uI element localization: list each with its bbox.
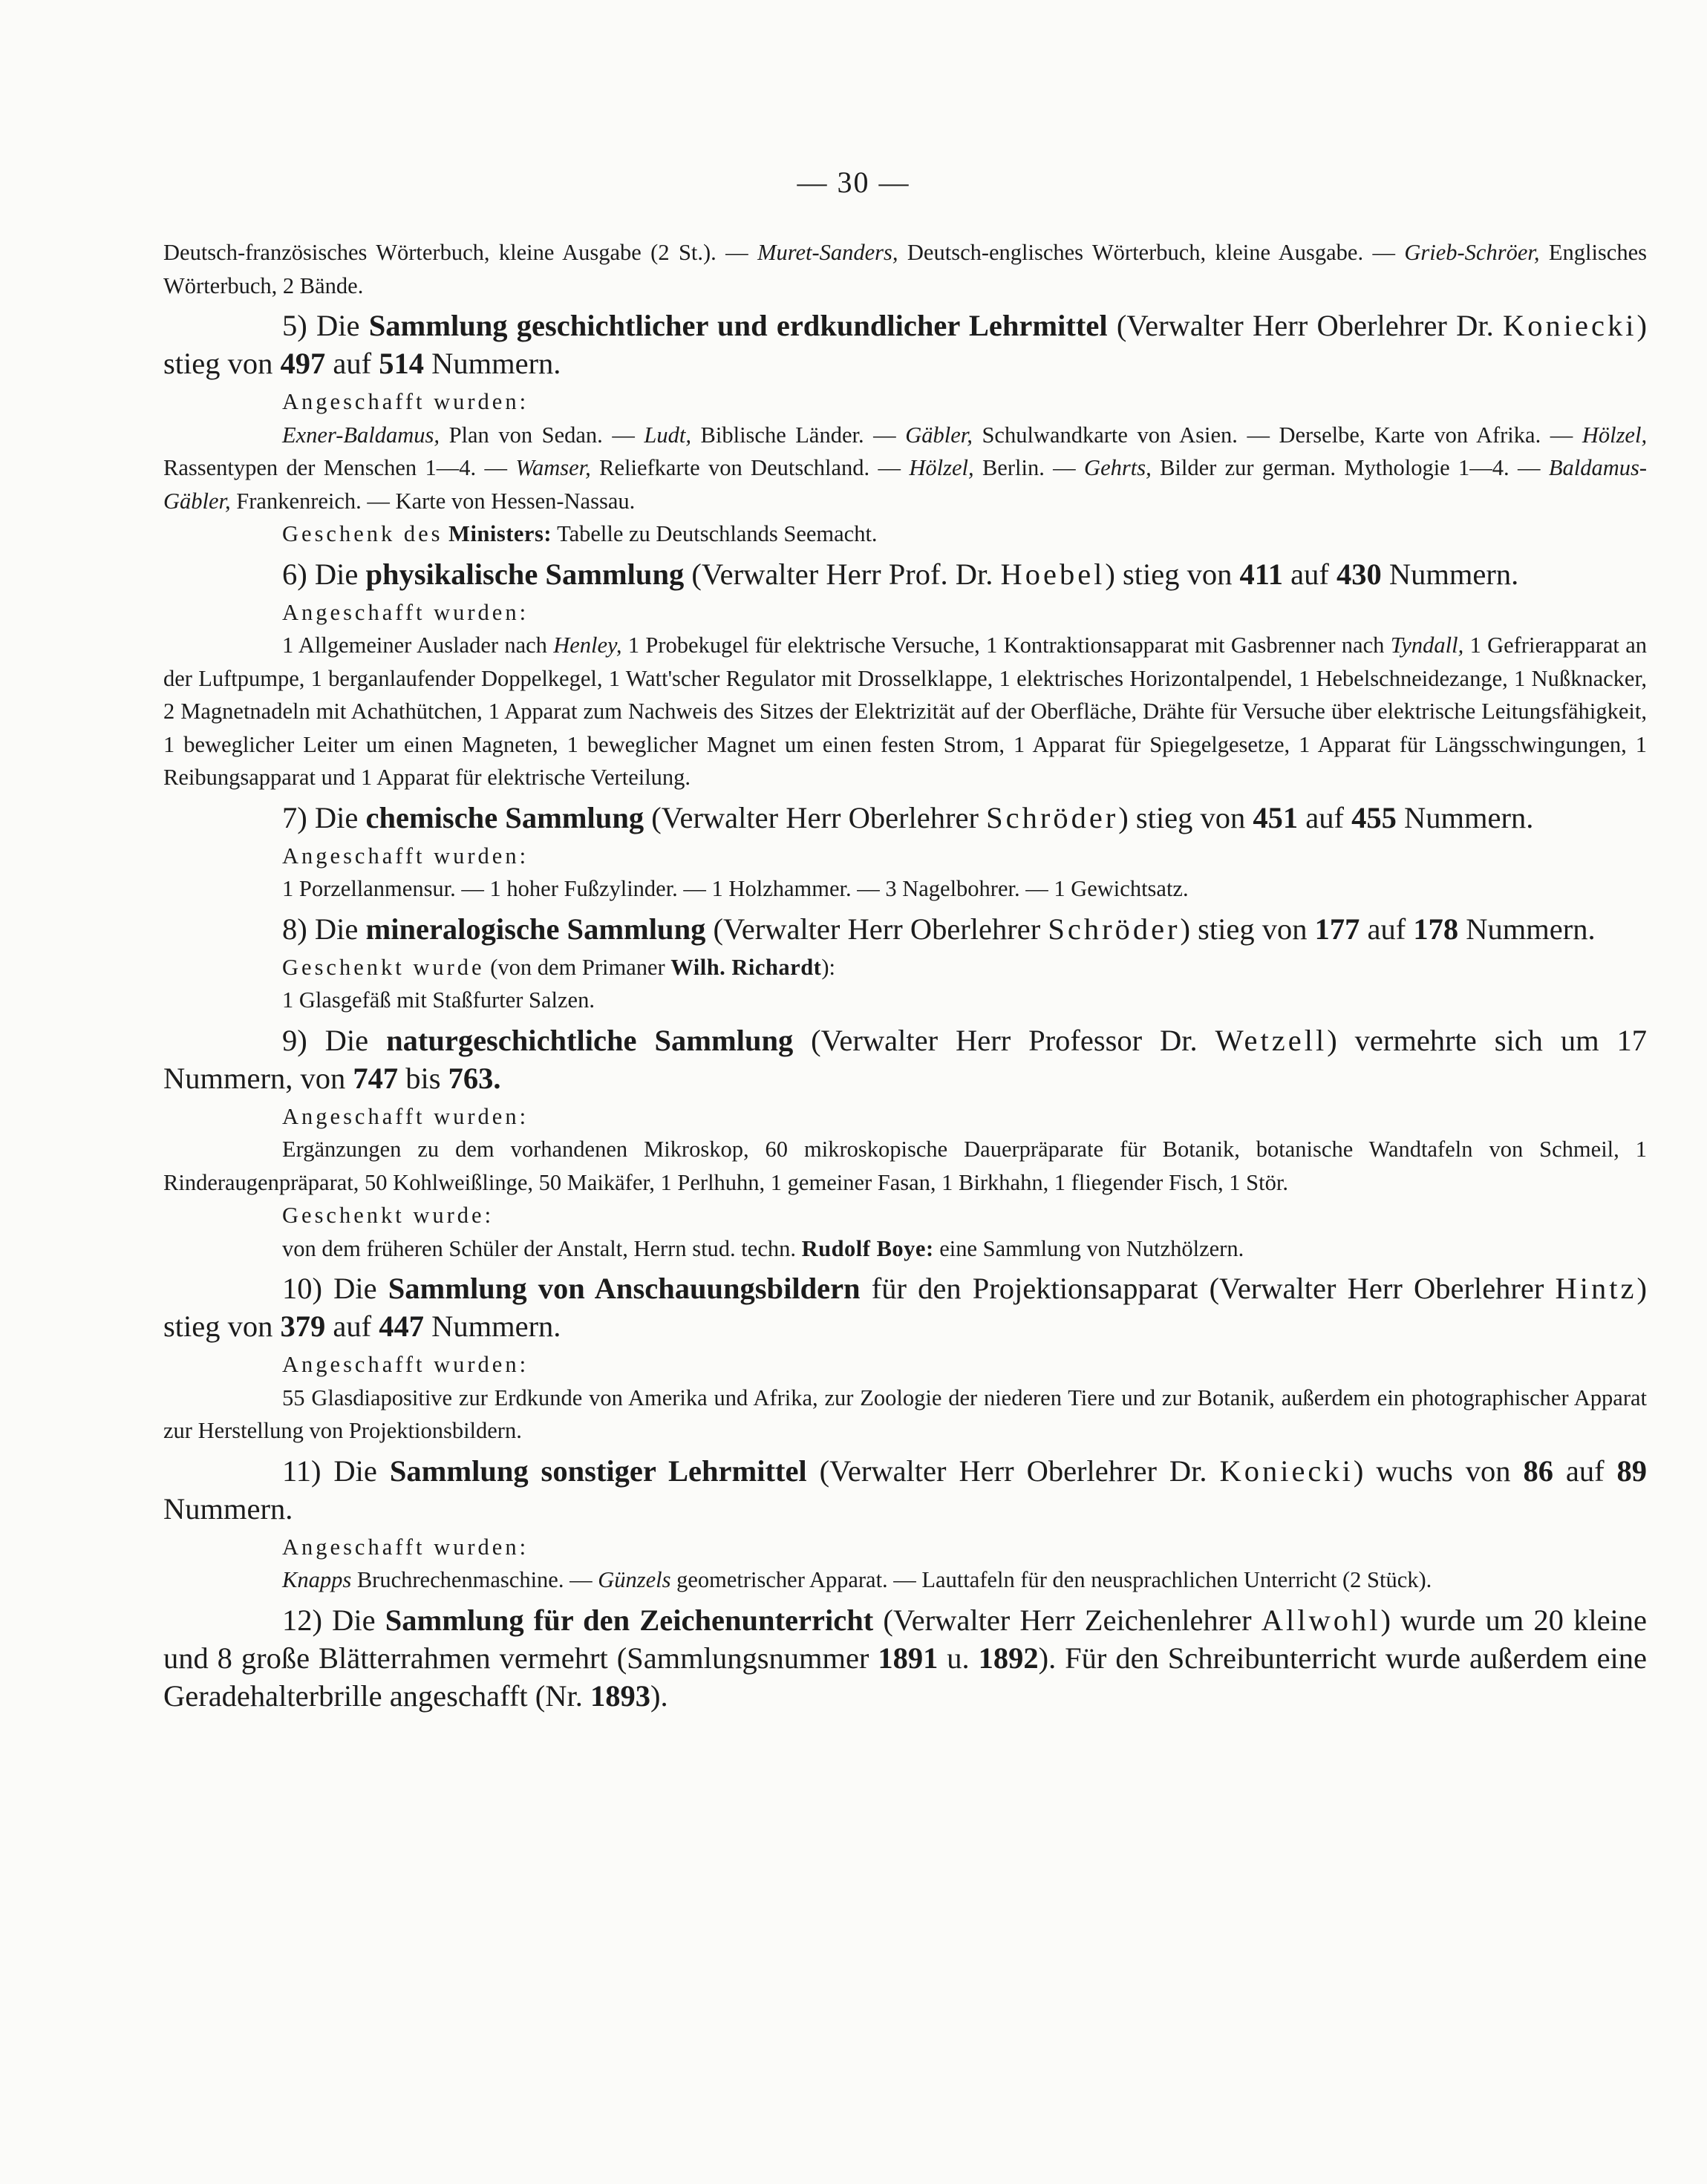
collection-name: naturgeschichtliche Sammlung	[386, 1023, 794, 1057]
donor-name: Rudolf Boye:	[801, 1235, 934, 1261]
acquisitions-list: Knapps Bruchrechenmaschine. — Günzels geometrischer Apparat. — Lauttafeln für den neusprachlichen Unterricht (2 Stück).	[282, 1567, 1432, 1592]
section-6-heading: 6) Die physikalische Sammlung (Verwalter Herr Prof. Dr. Hoebel) stieg von 411 auf 430 Nummern.	[282, 557, 1519, 591]
collection-name: Sammlung von Anschauungsbildern	[388, 1272, 861, 1305]
collection-name: Sammlung sonstiger Lehrmittel	[389, 1454, 807, 1488]
acquired-label: Angeschafft wurden:	[282, 389, 529, 414]
gift-label: Geschenkt wurde:	[282, 1203, 495, 1228]
acquired-label: Angeschafft wurden:	[282, 843, 529, 869]
administrator-name: Hoebel	[1000, 557, 1106, 591]
collection-name: Sammlung für den Zeichenunterricht	[385, 1603, 874, 1637]
collection-name: mineralogische Sammlung	[365, 912, 706, 946]
section-11-heading: 11) Die Sammlung sonstiger Lehrmittel (Verwalter Herr Oberlehrer Dr. Koniecki) wuchs von 86 auf 89 Nummern.	[163, 1454, 1648, 1526]
acquisitions-list: Exner-Baldamus, Plan von Sedan. — Ludt, Biblische Länder. — Gäbler, Schulwandkarte von Asien. — Derselbe, Karte von Afrika. — Hölzel, Rassentypen der Menschen 1—4. — Wamser, Reliefkarte von Deutschland. — Hölzel, Berlin. — Gehrts, Bilder zur german. Mythologie 1—4. — Baldamus-Gäbler, Frankenreich. — Karte von Hessen-Nassau.	[163, 422, 1648, 514]
gift-label: Geschenkt wurde (von dem Primaner Wilh. Richardt):	[282, 954, 835, 980]
gift-items: von dem früheren Schüler der Anstalt, Herrn stud. techn. Rudolf Boye: eine Sammlung von Nutzhölzern.	[282, 1235, 1244, 1261]
administrator-name: Schröder	[986, 800, 1119, 834]
acquisitions-list: 1 Allgemeiner Auslader nach Henley, 1 Probekugel für elektrische Versuche, 1 Kontraktionsapparat mit Gasbrenner nach Tyndall, 1 Gefrierapparat an der Luftpumpe, 1 berganlaufender Doppelkegel, 1 Watt'scher Regulator mit Drosselklappe, 1 elektrisches Horizontalpendel, 1 Hebelschneidezange, 1 Nußknacker, 2 Magnetnadeln mit Achathütchen, 1 Apparat zum Nachweis des Sitzes der Elektrizität auf der Oberfläche, Drähte für Versuche über elektrische Leitungsfähigkeit, 1 beweglicher Leiter um einen Magneten, 1 beweglicher Magnet um einen festen Strom, 1 Apparat für Spiegelgesetze, 1 Apparat für Längsschwingungen, 1 Reibungsapparat und 1 Apparat für elektrische Verteilung.	[163, 632, 1648, 790]
section-7-heading: 7) Die chemische Sammlung (Verwalter Herr Oberlehrer Schröder) stieg von 451 auf 455 Nummern.	[282, 800, 1534, 834]
administrator-name: Hintz	[1555, 1272, 1637, 1305]
collection-name: Sammlung geschichtlicher und erdkundlicher Lehrmittel	[368, 309, 1108, 342]
section-9-heading: 9) Die naturgeschichtliche Sammlung (Verwalter Herr Professor Dr. Wetzell) vermehrte sich um 17 Nummern, von 747 bis 763.	[163, 1023, 1648, 1095]
section-10-heading: 10) Die Sammlung von Anschauungsbildern für den Projektionsapparat (Verwalter Herr Oberlehrer Hintz) stieg von 379 auf 447 Nummern.	[163, 1272, 1648, 1343]
gift-line: Geschenk des Ministers: Tabelle zu Deutschlands Seemacht.	[282, 521, 878, 546]
administrator-name: Allwohl	[1261, 1603, 1381, 1637]
section-8-heading: 8) Die mineralogische Sammlung (Verwalter Herr Oberlehrer Schröder) stieg von 177 auf 178 Nummern.	[282, 912, 1596, 946]
donor-name: Wilh. Richardt	[670, 954, 822, 980]
acquired-label: Angeschafft wurden:	[282, 1534, 529, 1560]
gift-items: 1 Glasgefäß mit Staßfurter Salzen.	[282, 987, 595, 1013]
acquired-label: Angeschafft wurden:	[282, 1352, 529, 1377]
acquisitions-list: Ergänzungen zu dem vorhandenen Mikroskop, 60 mikroskopische Dauerpräparate für Botanik, botanische Wandtafeln von Schmeil, 1 Rinderaugenpräparat, 50 Kohlweißlinge, 50 Maikäfer, 1 Perlhuhn, 1 gemeiner Fasan, 1 Birkhahn, 1 fliegender Fisch, 1 Stör.	[163, 1137, 1647, 1195]
collection-name: chemische Sammlung	[365, 800, 644, 834]
section-12-heading: 12) Die Sammlung für den Zeichenunterricht (Verwalter Herr Zeichenlehrer Allwohl) wurde um 20 kleine und 8 große Blätterrahmen vermehrt (Sammlungsnummer 1891 u. 1892). Für den Schreibunterricht wurde außerdem eine Geradehalterbrille angeschafft (Nr. 1893).	[163, 1603, 1648, 1713]
page-number: — 30 —	[797, 166, 910, 199]
document-body	[163, 236, 1647, 1718]
collection-name: physikalische Sammlung	[365, 557, 685, 591]
acquired-label: Angeschafft wurden:	[282, 1103, 529, 1129]
section-5-heading: 5) Die Sammlung geschichtlicher und erdkundlicher Lehrmittel (Verwalter Herr Oberlehrer Dr. Koniecki) stieg von 497 auf 514 Nummern.	[163, 309, 1648, 380]
administrator-name: Koniecki	[1219, 1454, 1354, 1488]
continued-paragraph: Deutsch-französisches Wörterbuch, kleine Ausgabe (2 St.). — Muret-Sanders, Deutsch-englisches Wörterbuch, kleine Ausgabe. — Grieb-Schröer, Englisches Wörterbuch, 2 Bände.	[163, 240, 1647, 298]
administrator-name: Wetzell	[1215, 1023, 1328, 1057]
acquisitions-list: 55 Glasdiapositive zur Erdkunde von Amerika und Afrika, zur Zoologie der niederen Tiere und zur Botanik, außerdem ein photographischer Apparat zur Herstellung von Projektionsbildern.	[163, 1384, 1647, 1443]
administrator-name: Schröder	[1048, 912, 1181, 946]
acquired-label: Angeschafft wurden:	[282, 599, 529, 625]
acquisitions-list: 1 Porzellanmensur. — 1 hoher Fußzylinder. — 1 Holzhammer. — 3 Nagelbohrer. — 1 Gewichtsatz.	[282, 876, 1189, 901]
administrator-name: Koniecki	[1503, 309, 1637, 342]
